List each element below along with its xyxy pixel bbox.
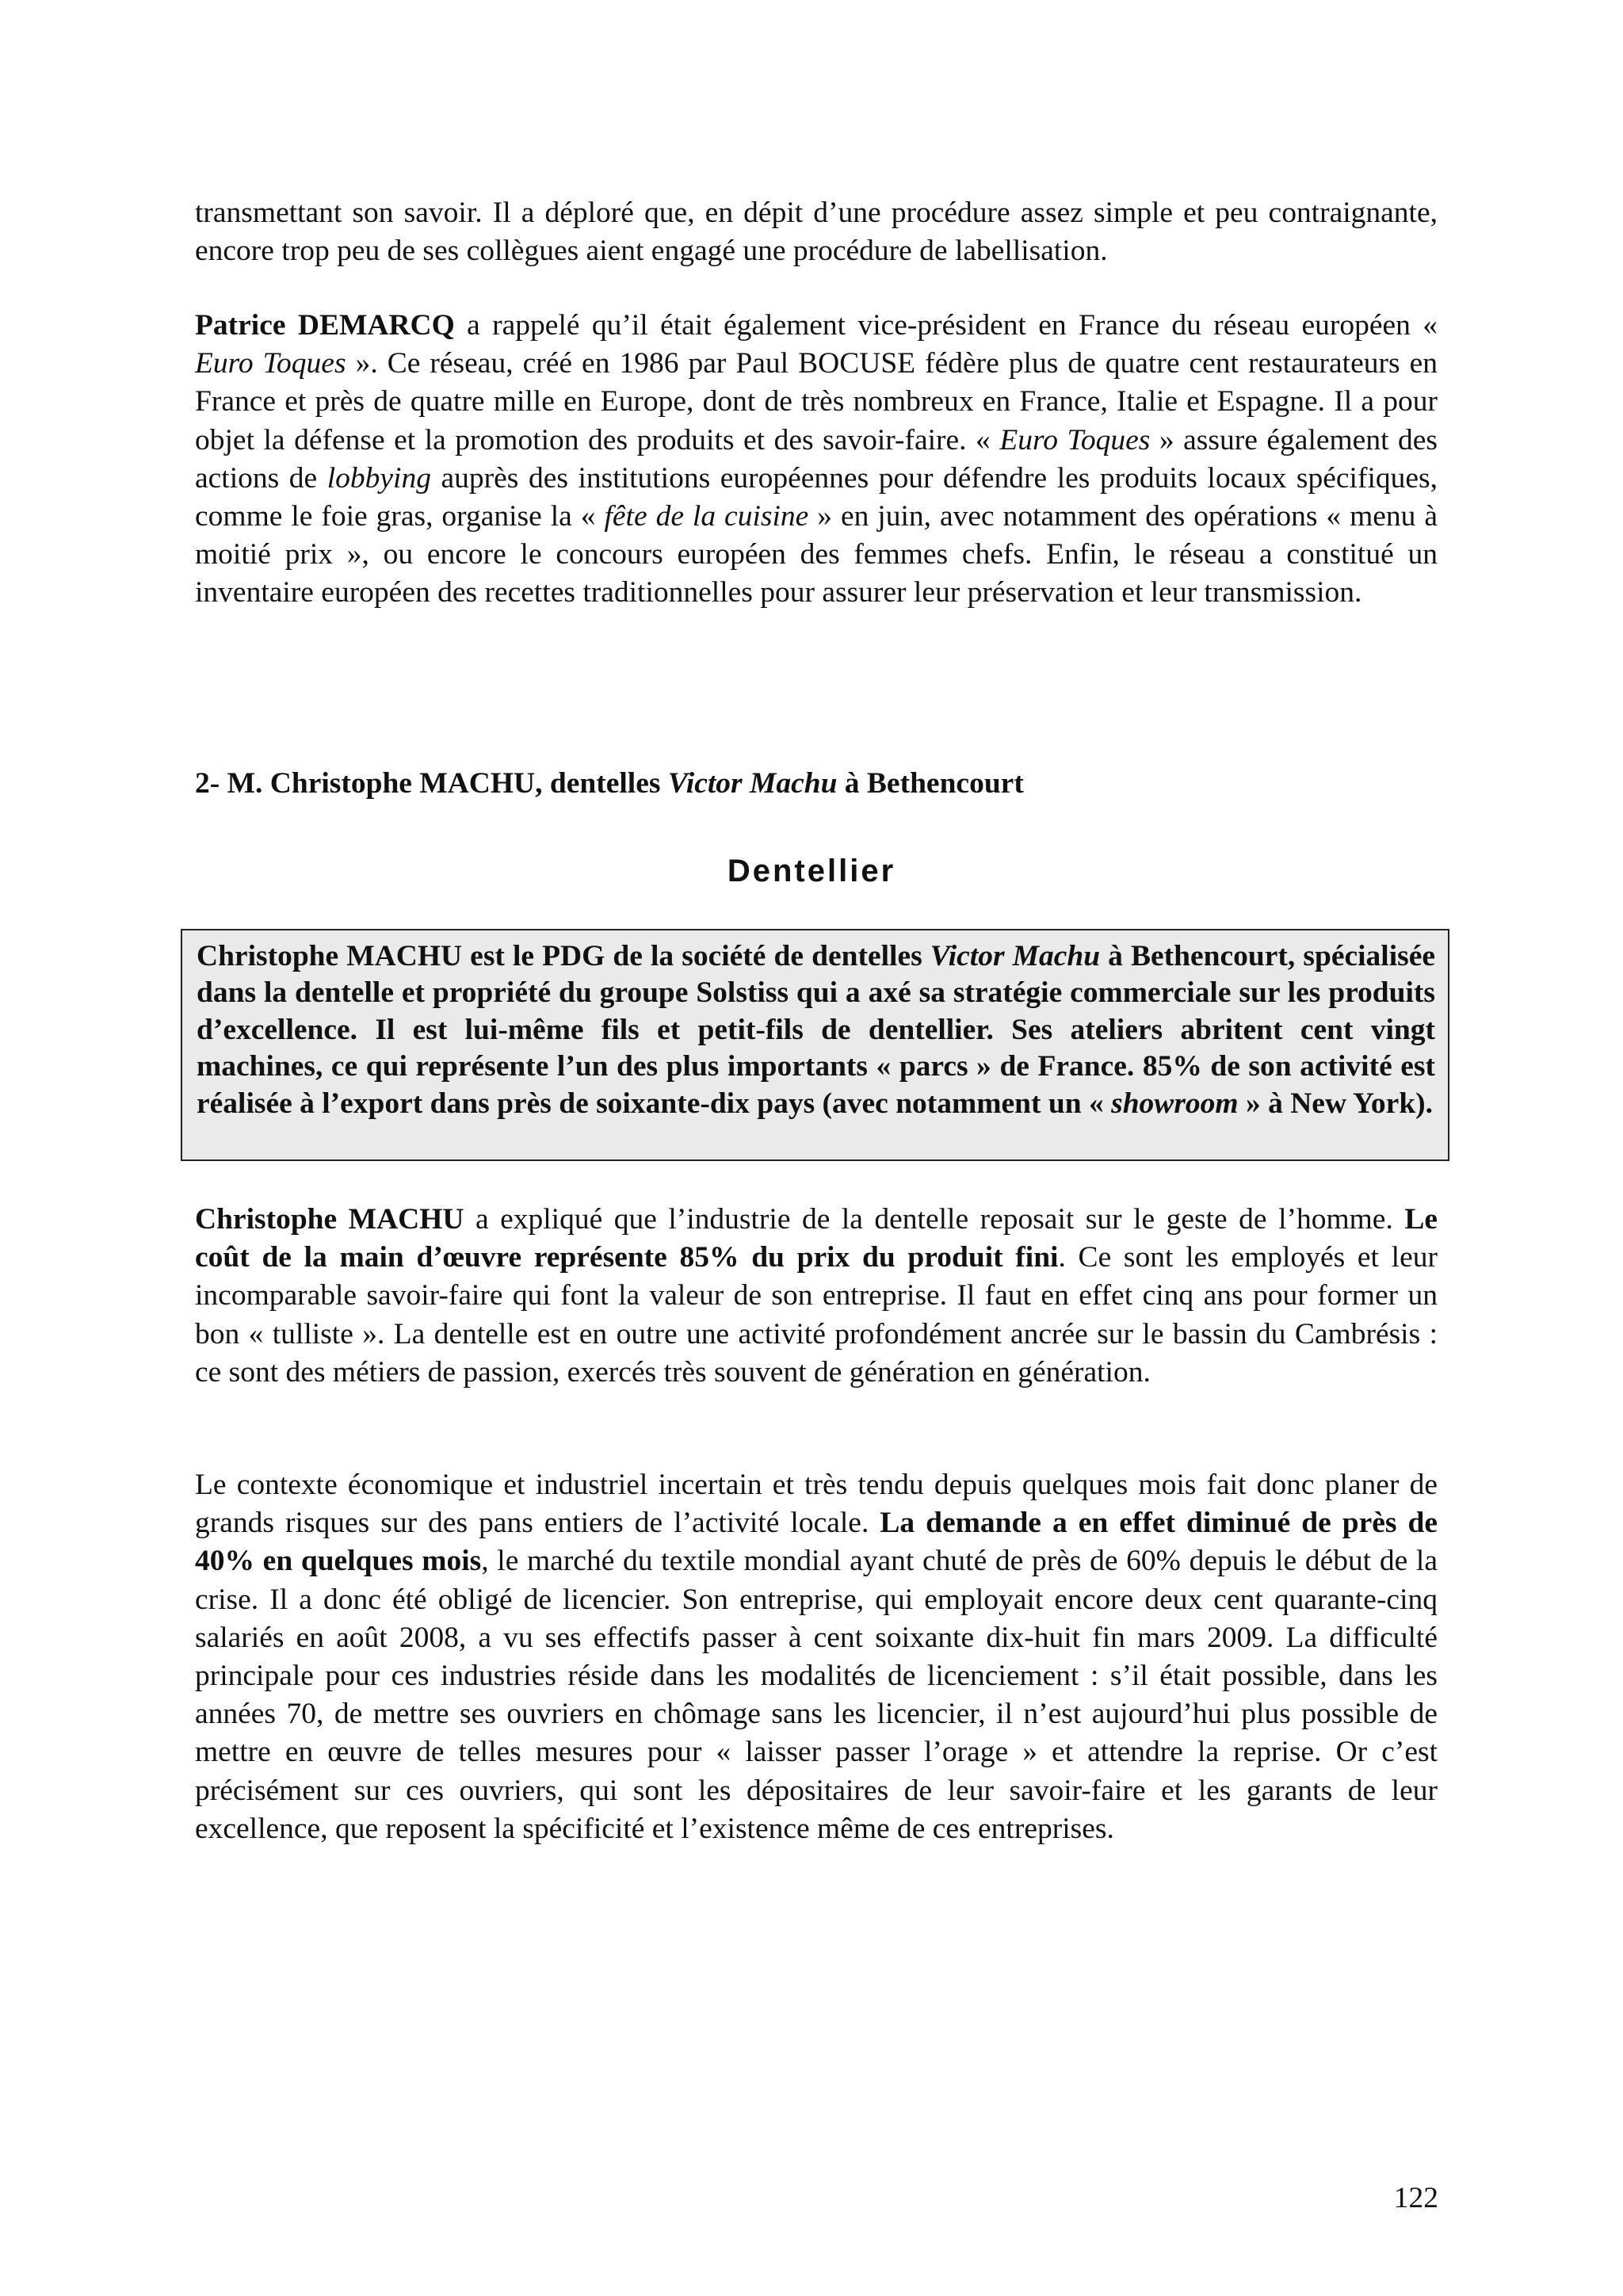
paragraph-industrie-dentelle	[195, 1201, 1438, 1392]
text-segment: à Bethencourt, spécialisée dans la dentelle et propriété du groupe Solstiss qui a axé sa stratégie commerciale sur les produits d’excellence. Il est lui-même fils et petit-fils de dentellier. Ses ateliers abritent cent vingt machines, ce qui représente l’un des plus importants « parcs » de France. 85% de son activité est réalisée à l’export dans près de soixante-dix pays (avec notamment un «	[197, 940, 1436, 1120]
heading-segment: à Bethencourt	[837, 767, 1024, 800]
text-segment: » assure également des actions de	[195, 423, 1438, 495]
text-segment: . Ce sont les employés et leur incomparable savoir-faire qui font la valeur de son entreprise. Il faut en effet cinq ans pour former un bon « tulliste ». La dentelle est en outre une activité profondément ancrée sur le bassin du Cambrésis : ce sont des métiers de passion, exercés très souvent de génération en génération.	[195, 1241, 1438, 1389]
italic-term: Euro Toques	[195, 347, 346, 380]
summary-text	[197, 938, 1435, 1122]
paragraph-text: transmettant son savoir. Il a déploré que, en dépit d’une procédure assez simple et peu contraignante, encore trop peu de ses collègues aient engagé une procédure de labellisation.	[195, 197, 1438, 268]
italic-term: Victor Machu	[930, 940, 1101, 972]
italic-term: showroom	[1111, 1087, 1239, 1120]
text-segment: » en juin, avec notamment des opérations « menu à moitié prix », ou encore le concours européen des femmes chefs. Enfin, le réseau a constitué un inventaire européen des recettes traditionnelles pour assurer leur préservation et leur transmission.	[195, 500, 1438, 609]
speaker-name: Patrice DEMARCQ	[195, 309, 455, 342]
text-segment: a rappelé qu’il était également vice-président en France du réseau européen «	[454, 309, 1438, 342]
speaker-name: Christophe MACHU	[195, 1203, 464, 1236]
text-segment: ». Ce réseau, créé en 1986 par Paul BOCUSE fédère plus de quatre cent restaurateurs en France et près de quatre mille en Europe, dont de très nombreux en France, Italie et Espagne. Il a pour objet la défense et la promotion des produits et des savoir-faire. «	[195, 347, 1438, 457]
section-heading	[195, 765, 1024, 803]
heading-italic: Victor Machu	[667, 767, 838, 800]
heading-segment: 2- M. Christophe MACHU, dentelles	[195, 767, 668, 800]
italic-term: Euro Toques	[999, 423, 1151, 457]
paragraph-euro-toques	[195, 307, 1438, 613]
text-segment: Christophe MACHU est le PDG de la société de dentelles	[197, 940, 930, 972]
bold-statement: La demande a en effet diminué de près de 40% en quelques mois	[195, 1507, 1438, 1578]
bold-statement: Le coût de la main d’œuvre représente 85% du prix du produit fini	[195, 1203, 1438, 1274]
paragraph-labellisation	[195, 194, 1438, 270]
italic-term: lobbying	[327, 461, 431, 495]
text-segment: Le contexte économique et industriel incertain et très tendu depuis quelques mois fait donc planer de grands risques sur des pans entiers de l’activité locale.	[195, 1469, 1438, 1540]
text-segment: a expliqué que l’industrie de la dentelle reposait sur le geste de l’homme.	[464, 1203, 1405, 1236]
section-subtitle: Dentellier	[727, 854, 896, 888]
text-segment: » à New York).	[1238, 1087, 1434, 1120]
paragraph-contexte-economique	[195, 1466, 1438, 1848]
text-segment: auprès des institutions européennes pour défendre les produits locaux spécifiques, comme le foie gras, organise la «	[195, 461, 1438, 533]
page-number: 122	[1393, 2182, 1438, 2214]
text-segment: , le marché du textile mondial ayant chuté de près de 60% depuis le début de la crise. Il a donc été obligé de licencier. Son entreprise, qui employait encore deux cent quarante-cinq salariés en août 2008, a vu ses effectifs passer à cent soixante dix-huit fin mars 2009. La difficulté principale pour ces industries réside dans les modalités de licenciement : s’il était possible, dans les années 70, de mettre ses ouvriers en chômage sans les licencier, il n’est aujourd’hui plus possible de mettre en œuvre de telles mesures pour « laisser passer l’orage » et attendre la reprise. Or c’est précisément sur ces ouvriers, qui sont les dépositaires de leur savoir-faire et les garants de leur excellence, que reposent la spécificité et l’existence même de ces entreprises.	[195, 1545, 1438, 1845]
italic-term: fête de la cuisine	[604, 500, 809, 533]
summary-box	[181, 929, 1449, 1161]
